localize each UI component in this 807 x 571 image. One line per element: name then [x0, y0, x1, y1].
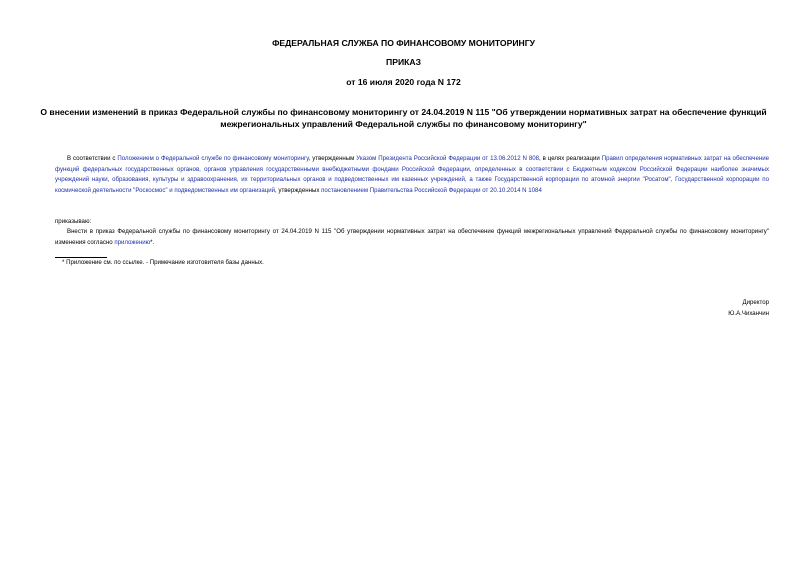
document-title: О внесении изменений в приказ Федеральной службы по финансовому мониторингу от 24.04.2019 N 115 "Об утверждении нормативных затрат на обеспечение функций межрегиональных управлений Федеральной службы по финансовому мониторингу" [40, 107, 767, 129]
link-normative-costs-rules[interactable]: Правил определения нормативных затрат на обеспечение функций федеральных государственных органов, органов управления государственными внебюджетными фондами Российской Федерации, определенных в соответствии с Бюджетным кодексом Российской Федерации наиболее значимых учреждений науки, образования, культуры и здравоохранения, их территориальных органов и подведомственных им казенных учреждений, а также Государственной корпорации по атомной энергии "Росатом", Государственной корпорации по космической деятельности "Роскосмос" и подведомственных им организаций [55, 155, 770, 194]
footnote-text: * Приложение см. по ссылке. - Примечание изготовителя базы данных. [62, 259, 264, 266]
preamble-paragraph [55, 154, 769, 196]
preamble-text: , утвержденным [308, 155, 357, 162]
document-type: ПРИКАЗ [386, 57, 421, 67]
document-date-number: от 16 июля 2020 года N 172 [346, 77, 461, 87]
link-regulation-on-service[interactable]: Положением о Федеральной службе по финансовому мониторингу [117, 155, 309, 162]
order-item-paragraph [55, 227, 769, 248]
preamble-text: , утвержденных [275, 186, 322, 194]
preamble-text: , в целях реализации [539, 155, 602, 162]
signer-position: Директор [742, 299, 769, 306]
signer-name: Ю.А.Чиханчин [728, 310, 769, 317]
item-text: *. [150, 238, 155, 246]
link-appendix[interactable]: приложению [114, 238, 151, 246]
agency-name: ФЕДЕРАЛЬНАЯ СЛУЖБА ПО ФИНАНСОВОМУ МОНИТОРИНГУ [272, 38, 535, 48]
item-text: Внести в приказ Федеральной службы по финансовому мониторингу от 24.04.2019 N 115 "Об утверждении нормативных затрат на обеспечение функций межрегиональных управлений Федеральной службы по финансовому мониторингу" изменения согласно [55, 228, 769, 246]
order-word: приказываю: [55, 218, 92, 225]
preamble-text: В соответствии с [67, 155, 118, 162]
link-presidential-decree[interactable]: Указом Президента Российской Федерации от 13.06.2012 N 808 [356, 155, 540, 162]
link-government-resolution[interactable]: постановлением Правительства Российской Федерации от 20.10.2014 N 1084 [321, 186, 542, 194]
